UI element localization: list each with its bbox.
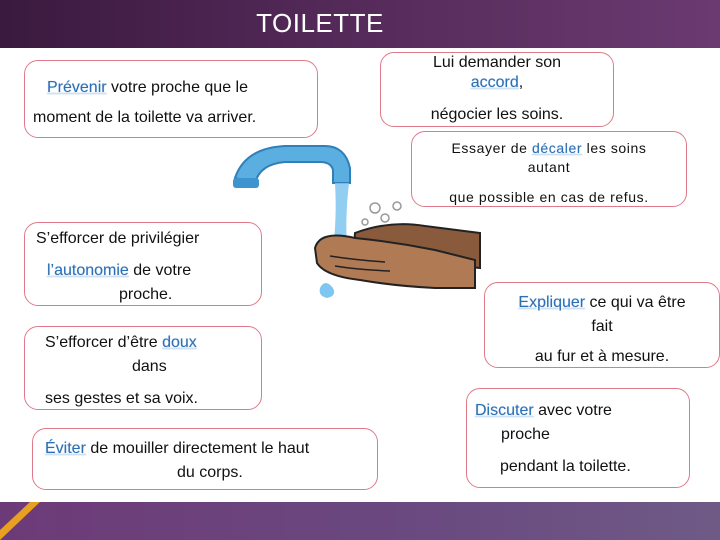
tip-text: proche bbox=[501, 426, 550, 443]
tip-text: au fur et à mesure. bbox=[534, 348, 670, 365]
highlight-word: Prévenir bbox=[47, 79, 107, 96]
water-splash bbox=[320, 283, 335, 298]
tip-text: proche. bbox=[119, 286, 173, 303]
tip-text: Expliquer ce qui va être bbox=[518, 294, 686, 311]
page-title: TOILETTE bbox=[256, 8, 384, 38]
tip-autonomie bbox=[24, 222, 262, 306]
bubble bbox=[370, 203, 380, 213]
highlight-word: doux bbox=[162, 334, 197, 351]
tip-text: S’efforcer d’être doux bbox=[45, 334, 197, 351]
bubble bbox=[393, 202, 401, 210]
highlight-word: Éviter bbox=[45, 440, 86, 457]
tip-eviter bbox=[32, 428, 378, 490]
tip-text: fait bbox=[591, 318, 613, 335]
highlight-word: décaler bbox=[532, 140, 583, 156]
tip-prevenir bbox=[24, 60, 318, 138]
tip-text: l’autonomie de votre bbox=[47, 262, 192, 279]
tip-accord bbox=[380, 52, 614, 127]
faucet-icon bbox=[235, 146, 350, 183]
tip-text: du corps. bbox=[177, 464, 243, 481]
tip-expliquer bbox=[484, 282, 720, 368]
tip-text: pendant la toilette. bbox=[500, 458, 631, 475]
tip-text: Éviter de mouiller directement le haut bbox=[45, 440, 310, 457]
tip-text: autant bbox=[527, 159, 571, 175]
tip-text: Lui demander son bbox=[432, 54, 562, 71]
tip-text: que possible en cas de refus. bbox=[449, 189, 649, 205]
highlight-word: Expliquer bbox=[518, 294, 586, 311]
tip-text: accord, bbox=[470, 74, 524, 91]
highlight-word: Discuter bbox=[475, 402, 534, 419]
tip-discuter bbox=[466, 388, 690, 488]
tip-text: Discuter avec votre bbox=[475, 402, 612, 419]
bubble bbox=[381, 214, 389, 222]
tip-text: Essayer de décaler les soins bbox=[451, 140, 647, 156]
bubble bbox=[362, 219, 368, 225]
corner-decoration bbox=[0, 502, 40, 540]
tip-text: moment de la toilette va arriver. bbox=[33, 109, 257, 126]
tip-text: ses gestes et sa voix. bbox=[45, 390, 198, 407]
tip-doux bbox=[24, 326, 262, 410]
tip-text: S’efforcer de privilégier bbox=[36, 230, 200, 247]
highlight-word: accord bbox=[470, 74, 519, 91]
tip-text: dans bbox=[132, 358, 167, 375]
bottom-bar bbox=[0, 502, 720, 540]
highlight-word: l’autonomie bbox=[47, 262, 129, 279]
faucet-base bbox=[233, 178, 259, 188]
tip-text: négocier les soins. bbox=[430, 106, 564, 123]
tip-text: Prévenir votre proche que le bbox=[47, 79, 248, 96]
tip-decaler bbox=[411, 131, 687, 207]
